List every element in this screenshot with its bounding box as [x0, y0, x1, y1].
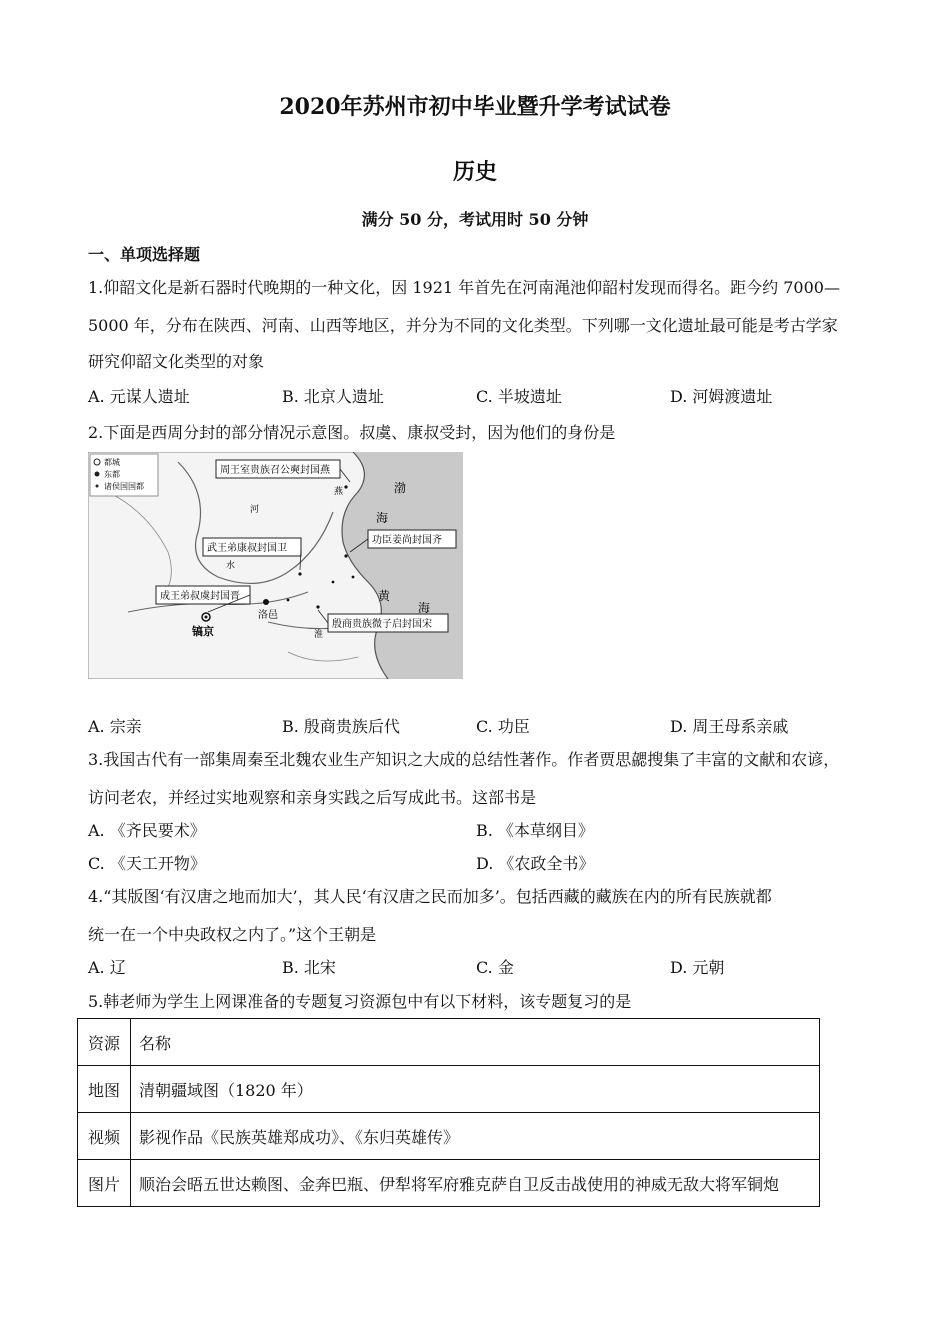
q2-option-b: B. 殷商贵族后代	[282, 717, 400, 736]
q2-option-c: C. 功臣	[476, 717, 530, 736]
q1-option-b: B. 北京人遗址	[282, 387, 384, 406]
map-place-hai2: 海	[418, 601, 431, 615]
q1-line1: 1.仰韶文化是新石器时代晚期的一种文化，因 1921 年首先在河南渑池仰韶村发现而得名。距今约 7000—	[88, 278, 840, 297]
q2-option-d: D. 周王母系亲戚	[670, 717, 789, 736]
legend-eastern-capital: 东都	[104, 470, 120, 479]
resource-table	[77, 1018, 820, 1207]
vassal-capital-symbol-icon	[96, 485, 99, 488]
q1-line3: 研究仰韶文化类型的对象	[88, 352, 265, 371]
exam-subject: 历史	[452, 159, 497, 185]
q1-option-c: C. 半坡遗址	[476, 387, 562, 406]
q1-option-d: D. 河姆渡遗址	[670, 387, 773, 406]
q3-line2: 访问老农，并经过实地观察和亲身实践之后写成此书。这部书是	[88, 788, 537, 807]
q2-line1: 2.下面是西周分封的部分情况示意图。叔虞、康叔受封，因为他们的身份是	[88, 423, 616, 442]
q4-option-d: D. 元朝	[670, 958, 725, 977]
table-row	[78, 1160, 820, 1207]
map-place-haojing: 镐京	[192, 625, 214, 638]
q4-line1: 4.“其版图‘有汉唐之地而加大’，其人民‘有汉唐之民而加多’。包括西藏的藏族在内的所有民族就都	[88, 887, 772, 906]
table-cell: 图片	[78, 1160, 131, 1207]
table-cell: 资源	[78, 1019, 131, 1066]
legend-capital: 都城	[104, 458, 120, 467]
q4-line2: 统一在一个中央政权之内了。”这个王朝是	[88, 925, 377, 944]
western-zhou-map	[88, 452, 463, 679]
q1-option-a: A. 元谋人遗址	[88, 387, 190, 406]
table-row	[78, 1066, 820, 1113]
table-row	[78, 1113, 820, 1160]
exam-note: 满分 50 分，考试用时 50 分钟	[361, 210, 589, 229]
q4-option-c: C. 金	[476, 958, 514, 977]
table-cell: 视频	[78, 1113, 131, 1160]
map-place-he: 河	[250, 505, 260, 515]
eastern-capital-symbol-icon	[95, 472, 100, 477]
map-place-shui: 水	[226, 561, 236, 571]
q2-option-a: A. 宗亲	[88, 717, 142, 736]
map-box-wei: 武王弟康叔封国卫	[207, 543, 287, 554]
section-heading: 一、单项选择题	[88, 245, 201, 264]
q3-option-b: B. 《本草纲目》	[476, 821, 594, 840]
q3-option-a: A. 《齐民要术》	[88, 821, 206, 840]
map-place-bo: 渤	[394, 481, 407, 495]
table-cell: 清朝疆域图（1820 年）	[131, 1066, 820, 1113]
table-cell: 名称	[131, 1019, 820, 1066]
q3-option-d: D. 《农政全书》	[476, 854, 595, 873]
map-box-yan: 周王室贵族召公奭封国燕	[220, 465, 330, 476]
map-box-jin: 成王弟叔虞封国晋	[160, 591, 240, 602]
table-cell: 影视作品《民族英雄郑成功》、《东归英雄传》	[131, 1113, 820, 1160]
q3-line1: 3.我国古代有一部集周秦至北魏农业生产知识之大成的总结性著作。作者贾思勰搜集了丰富的文献和农谚，	[88, 750, 840, 769]
map-box-qi: 功臣姜尚封国齐	[372, 535, 442, 546]
map-place-huai: 淮	[314, 630, 324, 640]
q1-line2: 5000 年，分布在陕西、河南、山西等地区，并分为不同的文化类型。下列哪一文化遗址最可能是考古学家	[88, 316, 838, 335]
legend-vassal-capital: 诸侯国国都	[104, 482, 144, 491]
q4-option-a: A. 辽	[88, 958, 126, 977]
q3-option-c: C. 《天工开物》	[88, 854, 206, 873]
table-cell: 地图	[78, 1066, 131, 1113]
table-cell: 顺治会晤五世达赖图、金奔巴瓶、伊犁将军府雅克萨自卫反击战使用的神威无敌大将军铜炮	[131, 1160, 820, 1207]
q5-line1: 5.韩老师为学生上网课准备的专题复习资源包中有以下材料，该专题复习的是	[88, 992, 632, 1011]
table-row	[78, 1019, 820, 1066]
exam-title: 2020年苏州市初中毕业暨升学考试试卷	[279, 94, 671, 120]
map-place-huang: 黄	[378, 589, 391, 603]
map-place-yan: 燕	[334, 487, 344, 497]
map-place-luoyi: 洛邑	[258, 610, 278, 621]
q4-option-b: B. 北宋	[282, 958, 336, 977]
map-box-song: 殷商贵族微子启封国宋	[332, 619, 432, 630]
map-place-hai1: 海	[376, 511, 389, 525]
luoyi-marker-icon	[263, 599, 269, 605]
